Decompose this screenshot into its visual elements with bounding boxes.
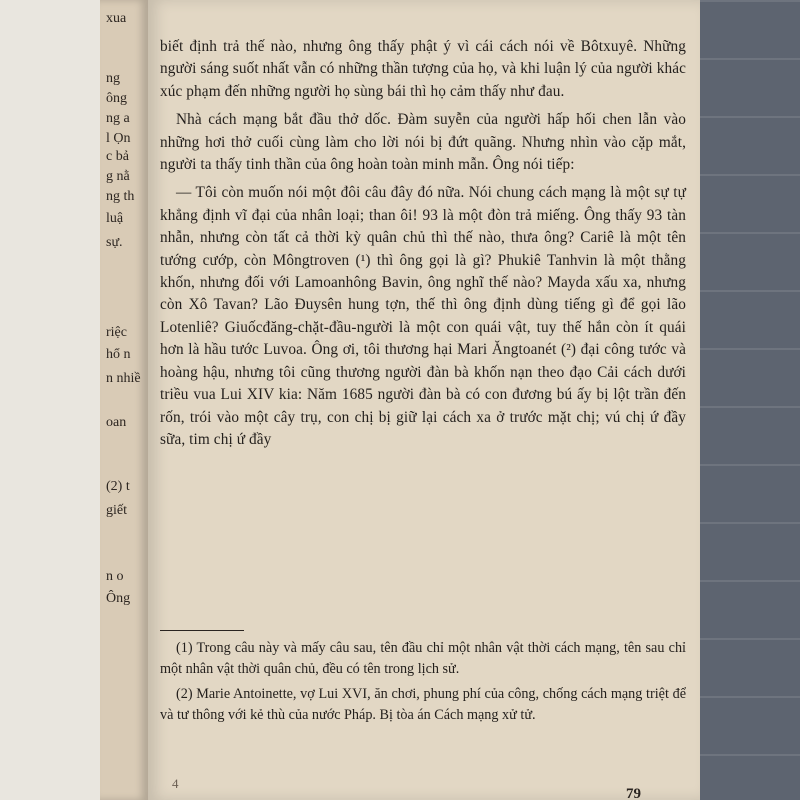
prev-page-fragment: oan xyxy=(106,415,127,430)
body-text xyxy=(160,36,686,451)
prev-page-fragment: ng th xyxy=(106,189,135,204)
prev-page-fragment: xua xyxy=(106,11,127,26)
prev-page-fragment: riệc xyxy=(106,325,127,340)
prev-page-fragment: Ông xyxy=(106,591,131,606)
paragraph: — Tôi còn muốn nói một đôi câu đây đó nữa. Nói chung cách mạng là một sự tự khẳng định vĩ đại của nhân loại; than ôi! 93 là một đòn trả miếng. Ông thấy 93 tàn nhẫn, nhưng còn tất cả thời kỳ quân chủ thì thế nào, thưa ông? Cariê là một tên tướng cướp, còn Môngtroven (¹) thì ông gọi là gì? Phukiê Tanhvin là một thằng khốn, nhưng đối với Lamoanhông Bavin, ông nghĩ thế nào? Mayda xấu xa, nhưng còn Xô Tavan? Lão Đuysên hung tợn, thế thì ông định dùng tiếng gì để gọi lão Lotenliê? Giuốcđăng-chặt-đầu-người là một con quái vật, tuy thế hắn còn ít quái hơn là hầu tước Luvoa. Ông ơi, tôi thương hại Mari Ăngtoanét (²) đại công tước và hoàng hậu, nhưng tôi cũng thương người đàn bà khốn nạn theo đạo Cải cách dưới triều vua Lui XIV kia: Năm 1685 người đàn bà có con đương bú ấy bị lột trần đến rốn, trói vào một cây trụ, con chị bị giữ lại cách xa ở trước mặt chị; vú chị ứ đầy sữa, tim chị ứ đầy xyxy=(160,184,686,448)
background-surface xyxy=(700,0,800,800)
prev-page-fragment: c bả xyxy=(106,149,129,164)
prev-page-fragment: g nằ xyxy=(106,169,130,184)
previous-page-edge xyxy=(100,0,148,800)
page-number: 79 xyxy=(626,786,641,800)
prev-page-fragment: luậ xyxy=(106,211,124,226)
prev-page-fragment: giết xyxy=(106,503,127,518)
prev-page-fragment: sự. xyxy=(106,235,123,250)
printer-mark: 4 xyxy=(172,776,179,791)
paragraph: biết định trả thế nào, nhưng ông thấy phật ý vì cái cách nói về Bôtxuyê. Những người sáng suốt nhất vẫn có những thần tượng của họ, và khi luận lý của người khác xúc phạm đến những người họ sùng bái thì họ cảm thấy như đau. xyxy=(160,38,686,100)
paragraph: Nhà cách mạng bắt đầu thở dốc. Đàm suyễn của người hấp hối chen lẫn vào những hơi thở cuối cùng làm cho lời nói bị đứt quãng. Nhưng nhìn vào cặp mắt, người ta thấy tinh thần của ông hoàn toàn minh mẫn. Ông nói tiếp: xyxy=(160,111,686,174)
prev-page-fragment: ông xyxy=(106,91,127,106)
prev-page-fragment: n nhiề xyxy=(106,371,141,386)
footnotes xyxy=(160,638,686,726)
prev-page-fragment: hổ n xyxy=(106,347,131,362)
prev-page-fragment: n o xyxy=(106,569,124,584)
prev-page-fragment: l Ọn xyxy=(106,131,131,146)
footnote: (1) Trong câu này và mấy câu sau, tên đầu chỉ một nhân vật thời cách mạng, tên sau chỉ một nhân vật thời quân chủ, đều có tên trong lịch sử. xyxy=(160,640,686,677)
footnote: (2) Marie Antoinette, vợ Lui XVI, ăn chơi, phung phí của công, chống cách mạng triệt để và tư thông với kẻ thù của nước Pháp. Bị tòa án Cách mạng xử tử. xyxy=(160,686,686,723)
prev-page-fragment: ng a xyxy=(106,111,130,126)
prev-page-fragment: ng xyxy=(106,71,120,86)
prev-page-fragment: (2) t xyxy=(106,479,130,494)
book-page xyxy=(148,0,700,800)
footnote-divider xyxy=(160,630,244,631)
